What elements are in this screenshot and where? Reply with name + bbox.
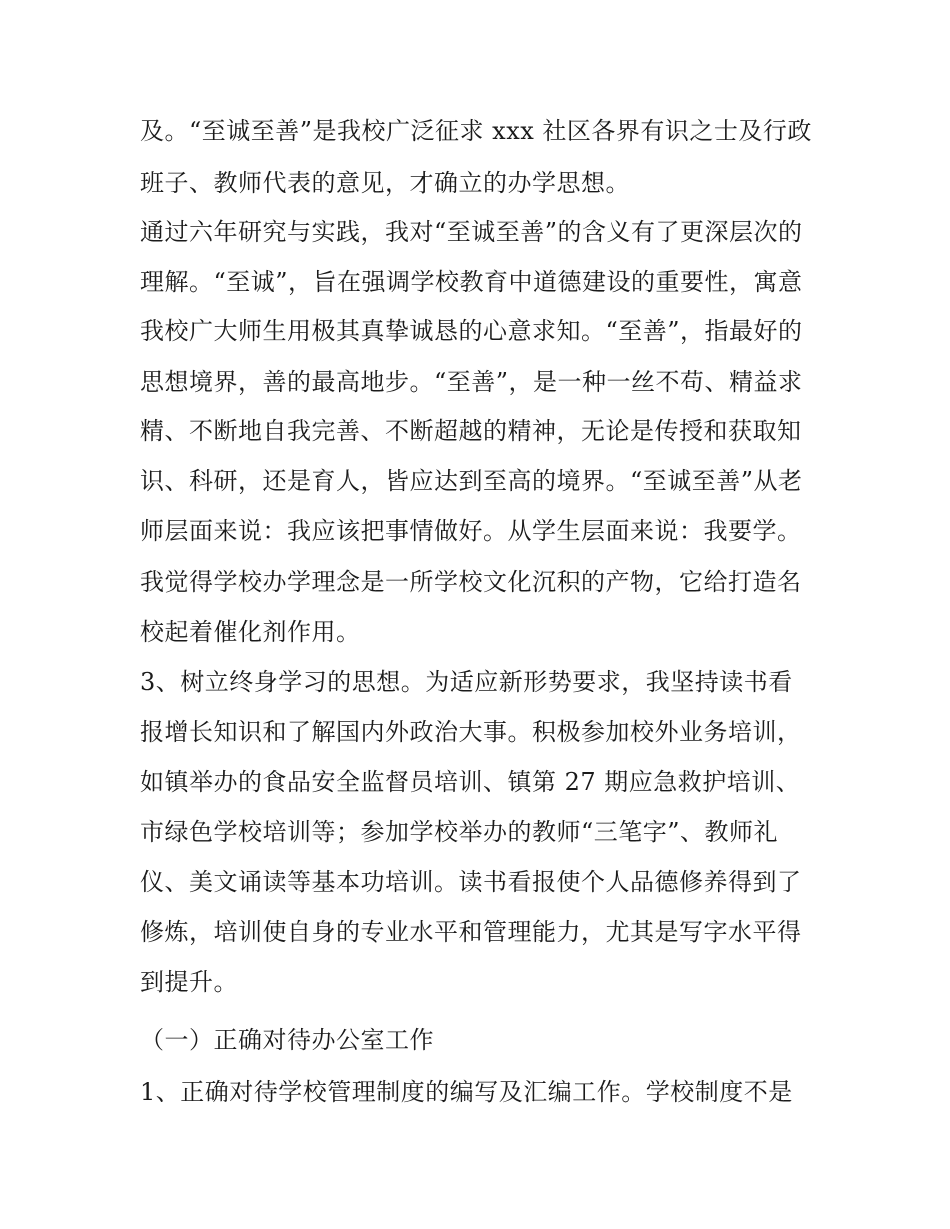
text-line-7: 精、不断地自我完善、不断超越的精神，无论是传授和获取知 bbox=[140, 417, 802, 445]
text-line-15: 市绿色学校培训等；参加学校举办的教师“三笔字”、教师礼 bbox=[140, 818, 779, 846]
text-line-3: 通过六年研究与实践，我对“至诚至善”的含义有了更深层次的 bbox=[140, 218, 803, 246]
text-line-2: 班子、教师代表的意见，才确立的办学思想。 bbox=[140, 169, 630, 197]
text-line-12: 3、树立终身学习的思想。为适应新形势要求，我坚持读书看 bbox=[140, 668, 793, 696]
text-line-6: 思想境界，善的最高地步。“至善”，是一种一丝不苟、精益求 bbox=[140, 368, 803, 396]
section-heading: （一）正确对待办公室工作 bbox=[140, 1026, 434, 1054]
text-line-13: 报增长知识和了解国内外政治大事。积极参加校外业务培训， bbox=[140, 718, 802, 746]
text-line-10: 我觉得学校办学理念是一所学校文化沉积的产物，它给打造名 bbox=[140, 568, 802, 596]
text-line-5: 我校广大师生用极其真挚诚恳的心意求知。“至善”，指最好的 bbox=[140, 317, 803, 345]
text-line-20: 1、正确对待学校管理制度的编写及汇编工作。学校制度不是 bbox=[140, 1078, 793, 1106]
text-line-1: 及。“至诚至善”是我校广泛征求 xxx 社区各界有识之士及行政 bbox=[140, 117, 812, 145]
text-line-18: 到提升。 bbox=[140, 968, 238, 996]
text-line-16: 仪、美文诵读等基本功培训。读书看报使个人品德修养得到了 bbox=[140, 868, 802, 896]
text-line-11: 校起着催化剂作用。 bbox=[140, 618, 361, 646]
text-line-8: 识、科研，还是育人，皆应达到至高的境界。“至诚至善”从老 bbox=[140, 467, 803, 495]
text-line-9: 师层面来说：我应该把事情做好。从学生层面来说：我要学。 bbox=[140, 517, 802, 545]
text-line-17: 修炼，培训使自身的专业水平和管理能力，尤其是写字水平得 bbox=[140, 918, 802, 946]
text-line-14: 如镇举办的食品安全监督员培训、镇第 27 期应急救护培训、 bbox=[140, 768, 801, 796]
text-line-4: 理解。“至诚”，旨在强调学校教育中道德建设的重要性，寓意 bbox=[140, 268, 803, 296]
